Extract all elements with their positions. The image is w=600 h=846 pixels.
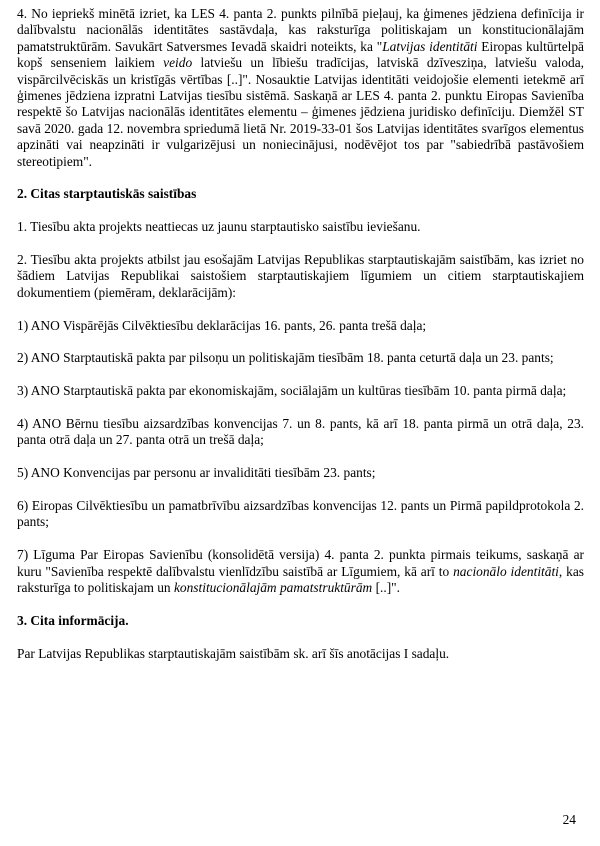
text-run: 1. Tiesību akta projekts neattiecas uz jaunu starptautisko saistību ieviešanu. <box>17 219 421 235</box>
text-run: Eiropas kultūrtelpā kopš senseniem laikiem <box>17 38 584 71</box>
text-run: 2) ANO Starptautiskā pakta par pilsoņu un politiskajām tiesībām 18. panta ceturtā daļa un 23. pants; <box>17 350 554 366</box>
text-run: 4. No iepriekš minētā izriet, ka LES 4. panta 2. punkts pilnībā pieļauj, ka ģimenes jēdziena definīcija ir dalībvalstu nacionālās identitātes sastāvdaļa, kas raksturīga politiskajam un konstitucionālajām pamatstruktūrām. Savukārt Satversmes Ievadā skaidri noteikts, ka " <box>17 6 584 54</box>
list-item-1 <box>17 318 584 334</box>
para-2-2 <box>17 252 584 301</box>
text-run: 2. Citas starptautiskās saistības <box>17 186 197 202</box>
para-intro-4 <box>17 6 584 170</box>
list-item-3 <box>17 383 584 399</box>
page-number: 24 <box>562 811 576 827</box>
text-run: veido <box>163 55 193 71</box>
text-run: nacionālo identitāti <box>453 563 559 579</box>
text-run: 4) ANO Bērnu tiesību aizsardzības konvencijas 7. un 8. pants, kā arī 18. panta pirmā un otrā daļa, 23. panta otrā daļa un 27. panta otrā un trešā daļa; <box>17 416 584 448</box>
text-run: 2. Tiesību akta projekts atbilst jau esošajām Latvijas Republikas starptautiskajām saistībām, kas izriet no šādiem Latvijas Republikai saistošiem starptautiskajiem līgumiem un citiem starptautiskajiem dokumentiem (piemēram, deklarācijām): <box>17 252 584 300</box>
text-run: 1) ANO Vispārējās Cilvēktiesību deklarācijas 16. pants, 26. panta trešā daļa; <box>17 317 427 333</box>
heading-section-3 <box>17 613 584 629</box>
text-run: 3) ANO Starptautiskā pakta par ekonomiskajām, sociālajām un kultūras tiesībām 10. panta pirmā daļa; <box>17 383 567 399</box>
text-run: [..]". <box>372 580 400 596</box>
para-2-1 <box>17 219 584 235</box>
list-item-2 <box>17 350 584 366</box>
list-item-4 <box>17 416 584 449</box>
text-run: 3. Cita informācija. <box>17 612 129 628</box>
text-run: Par Latvijas Republikas starptautiskajām saistībām sk. arī šīs anotācijas I sadaļu. <box>17 645 450 661</box>
text-run: 7) Līguma Par Eiropas Savienību (konsolidētā versija) 4. panta 2. punkta pirmais teikums, saskaņā ar kuru "Savienība respektē dalībvalstu vienlīdzību saistībā ar Līgumiem, kā arī to <box>17 547 584 579</box>
list-item-7 <box>17 547 584 596</box>
text-run: 6) Eiropas Cilvēktiesību un pamatbrīvību aizsardzības konvencijas 12. pants un Pirmā papildprotokola 2. pants; <box>17 498 584 530</box>
text-run: , kas raksturīga to politiskajam un <box>17 563 585 596</box>
para-3-1 <box>17 646 584 662</box>
text-run: latviešu un lībiešu tradīcijas, latviskā dzīvesziņa, latviešu valoda, vispārcilvēciskās un kristīgās vērtības [..]". Nosauktie Latvijas identitāti veidojošie elementi ietekmē arī ģimenes jēdziena izpratni Latvijas tiesību sistēmā. Saskaņā ar LES 4. panta 2. punktu Eiropas Savienība respektē šo Latvijas nacionālās identitātes elementu – ģimenes jēdziena juridisko definīciju. Diemžēl ST savā 2020. gada 12. novembra spriedumā lietā Nr. 2019-33-01 šos Latvijas identitātes svarīgos elementus apzināti vai neapzināti ir vulgarizējusi un noniecinājusi, nodēvējot tos par "sabiedrībā pastāvošiem stereotipiem". <box>17 55 585 169</box>
text-run: 5) ANO Konvencijas par personu ar invaliditāti tiesībām 23. pants; <box>17 465 376 481</box>
heading-section-2 <box>17 186 584 202</box>
list-item-6 <box>17 498 584 531</box>
text-run: konstitucionālajām pamatstruktūrām <box>173 580 373 596</box>
list-item-5 <box>17 465 584 481</box>
document-body <box>17 6 584 662</box>
text-run: Latvijas identitāti <box>382 38 478 54</box>
